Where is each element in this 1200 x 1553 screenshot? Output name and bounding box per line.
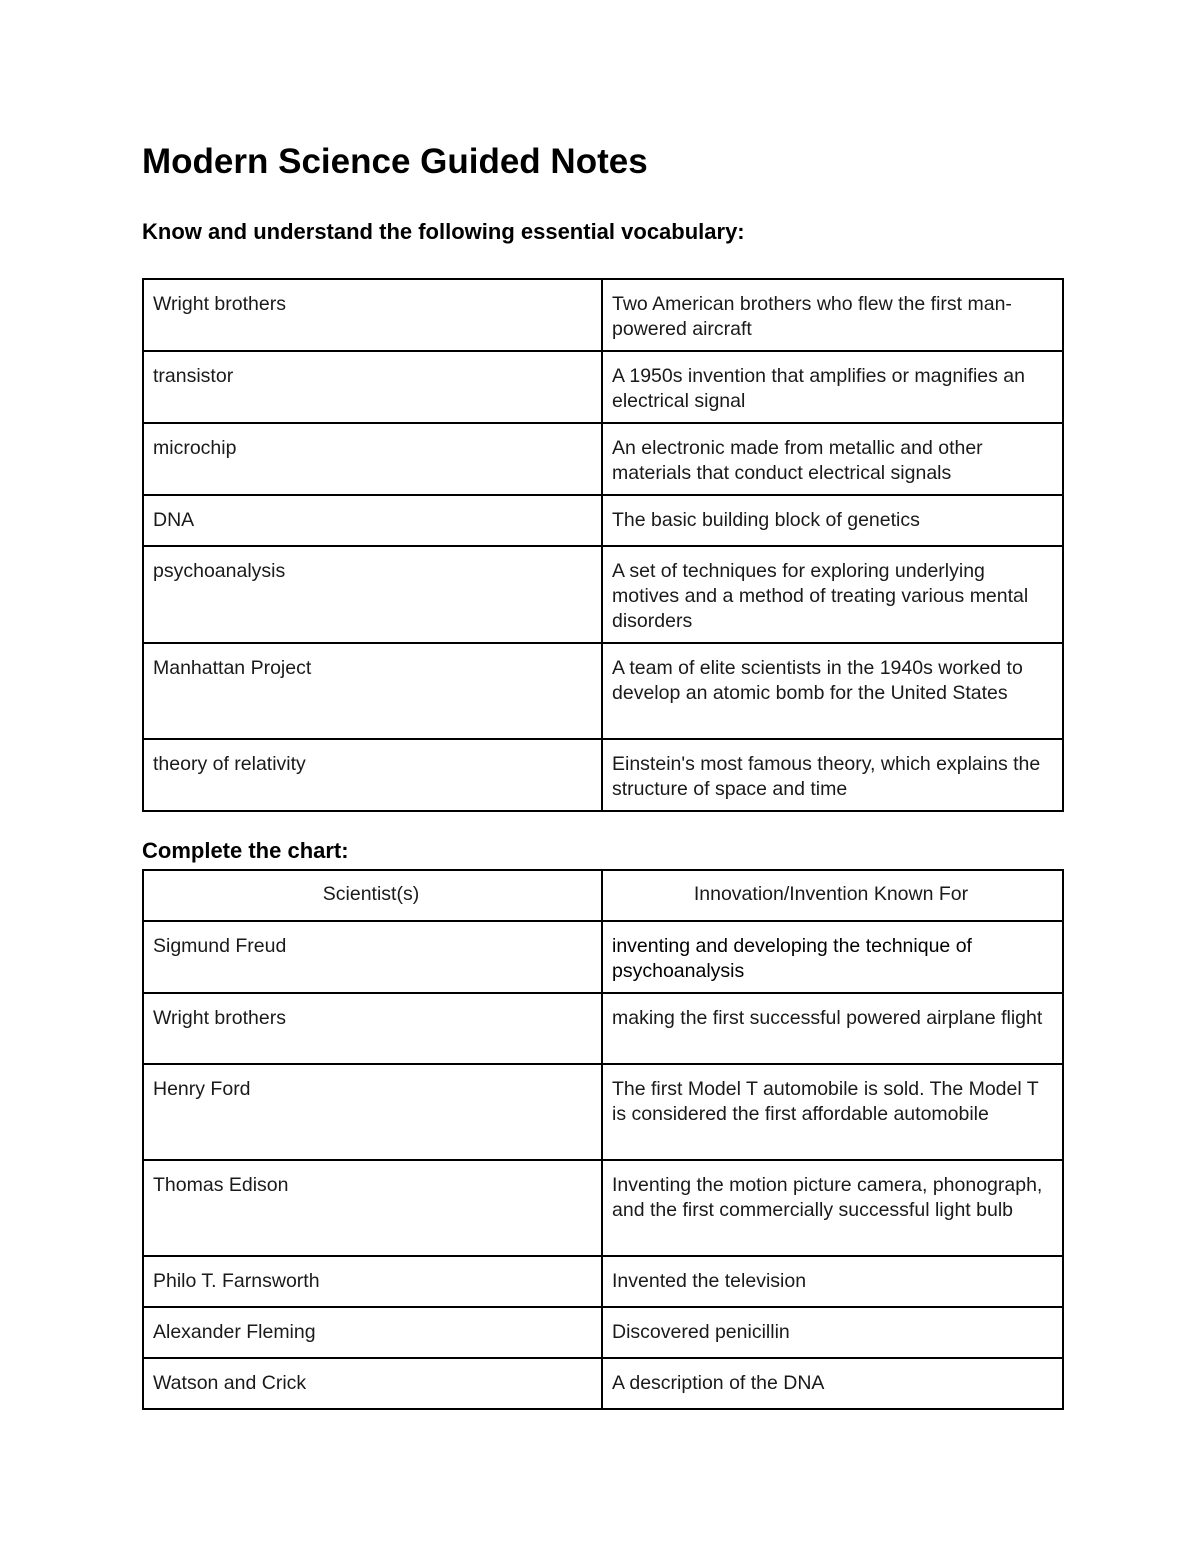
table-row [143, 423, 1063, 495]
vocab-definition: A team of elite scientists in the 1940s worked to develop an atomic bomb for the United States [602, 643, 1063, 739]
table-row [143, 1256, 1063, 1307]
column-header-scientist: Scientist(s) [143, 870, 602, 921]
table-row [143, 546, 1063, 643]
scientist-chart-table [142, 869, 1064, 1410]
table-row [143, 1064, 1063, 1160]
vocab-definition: An electronic made from metallic and other materials that conduct electrical signals [602, 423, 1063, 495]
vocab-definition: Two American brothers who flew the first man-powered aircraft [602, 279, 1063, 351]
scientist-name: Wright brothers [143, 993, 602, 1064]
table-header-row [143, 870, 1063, 921]
table-row [143, 495, 1063, 546]
table-row [143, 921, 1063, 993]
scientist-name: Henry Ford [143, 1064, 602, 1160]
vocab-definition: Einstein's most famous theory, which explains the structure of space and time [602, 739, 1063, 811]
chart-heading: Complete the chart: [142, 838, 349, 863]
vocab-term: transistor [143, 351, 602, 423]
table-row [143, 993, 1063, 1064]
innovation-answer: A description of the DNA [602, 1358, 1063, 1409]
vocab-definition: The basic building block of genetics [602, 495, 1063, 546]
page-title: Modern Science Guided Notes [142, 142, 648, 181]
innovation-answer: Invented the television [602, 1256, 1063, 1307]
table-row [143, 279, 1063, 351]
vocab-term: psychoanalysis [143, 546, 602, 643]
table-row [143, 1358, 1063, 1409]
scientist-name: Thomas Edison [143, 1160, 602, 1256]
vocabulary-heading: Know and understand the following essential vocabulary: [142, 219, 745, 244]
vocab-term: Wright brothers [143, 279, 602, 351]
scientist-name: Sigmund Freud [143, 921, 602, 993]
innovation-answer: Inventing the motion picture camera, phonograph, and the first commercially successful light bulb [602, 1160, 1063, 1256]
table-row [143, 1160, 1063, 1256]
vocab-term: theory of relativity [143, 739, 602, 811]
table-row [143, 643, 1063, 739]
scientist-name: Alexander Fleming [143, 1307, 602, 1358]
innovation-answer: Discovered penicillin [602, 1307, 1063, 1358]
table-row [143, 1307, 1063, 1358]
innovation-answer: inventing and developing the technique of psychoanalysis [602, 921, 1063, 993]
column-header-innovation: Innovation/Invention Known For [602, 870, 1063, 921]
vocab-definition: A set of techniques for exploring underlying motives and a method of treating various mental disorders [602, 546, 1063, 643]
vocab-term: microchip [143, 423, 602, 495]
scientist-name: Watson and Crick [143, 1358, 602, 1409]
scientist-name: Philo T. Farnsworth [143, 1256, 602, 1307]
vocab-definition: A 1950s invention that amplifies or magnifies an electrical signal [602, 351, 1063, 423]
vocab-term: Manhattan Project [143, 643, 602, 739]
table-row [143, 739, 1063, 811]
innovation-answer: The first Model T automobile is sold. The Model T is considered the first affordable automobile [602, 1064, 1063, 1160]
vocabulary-table [142, 278, 1064, 812]
table-row [143, 351, 1063, 423]
vocab-term: DNA [143, 495, 602, 546]
innovation-answer: making the first successful powered airplane flight [602, 993, 1063, 1064]
